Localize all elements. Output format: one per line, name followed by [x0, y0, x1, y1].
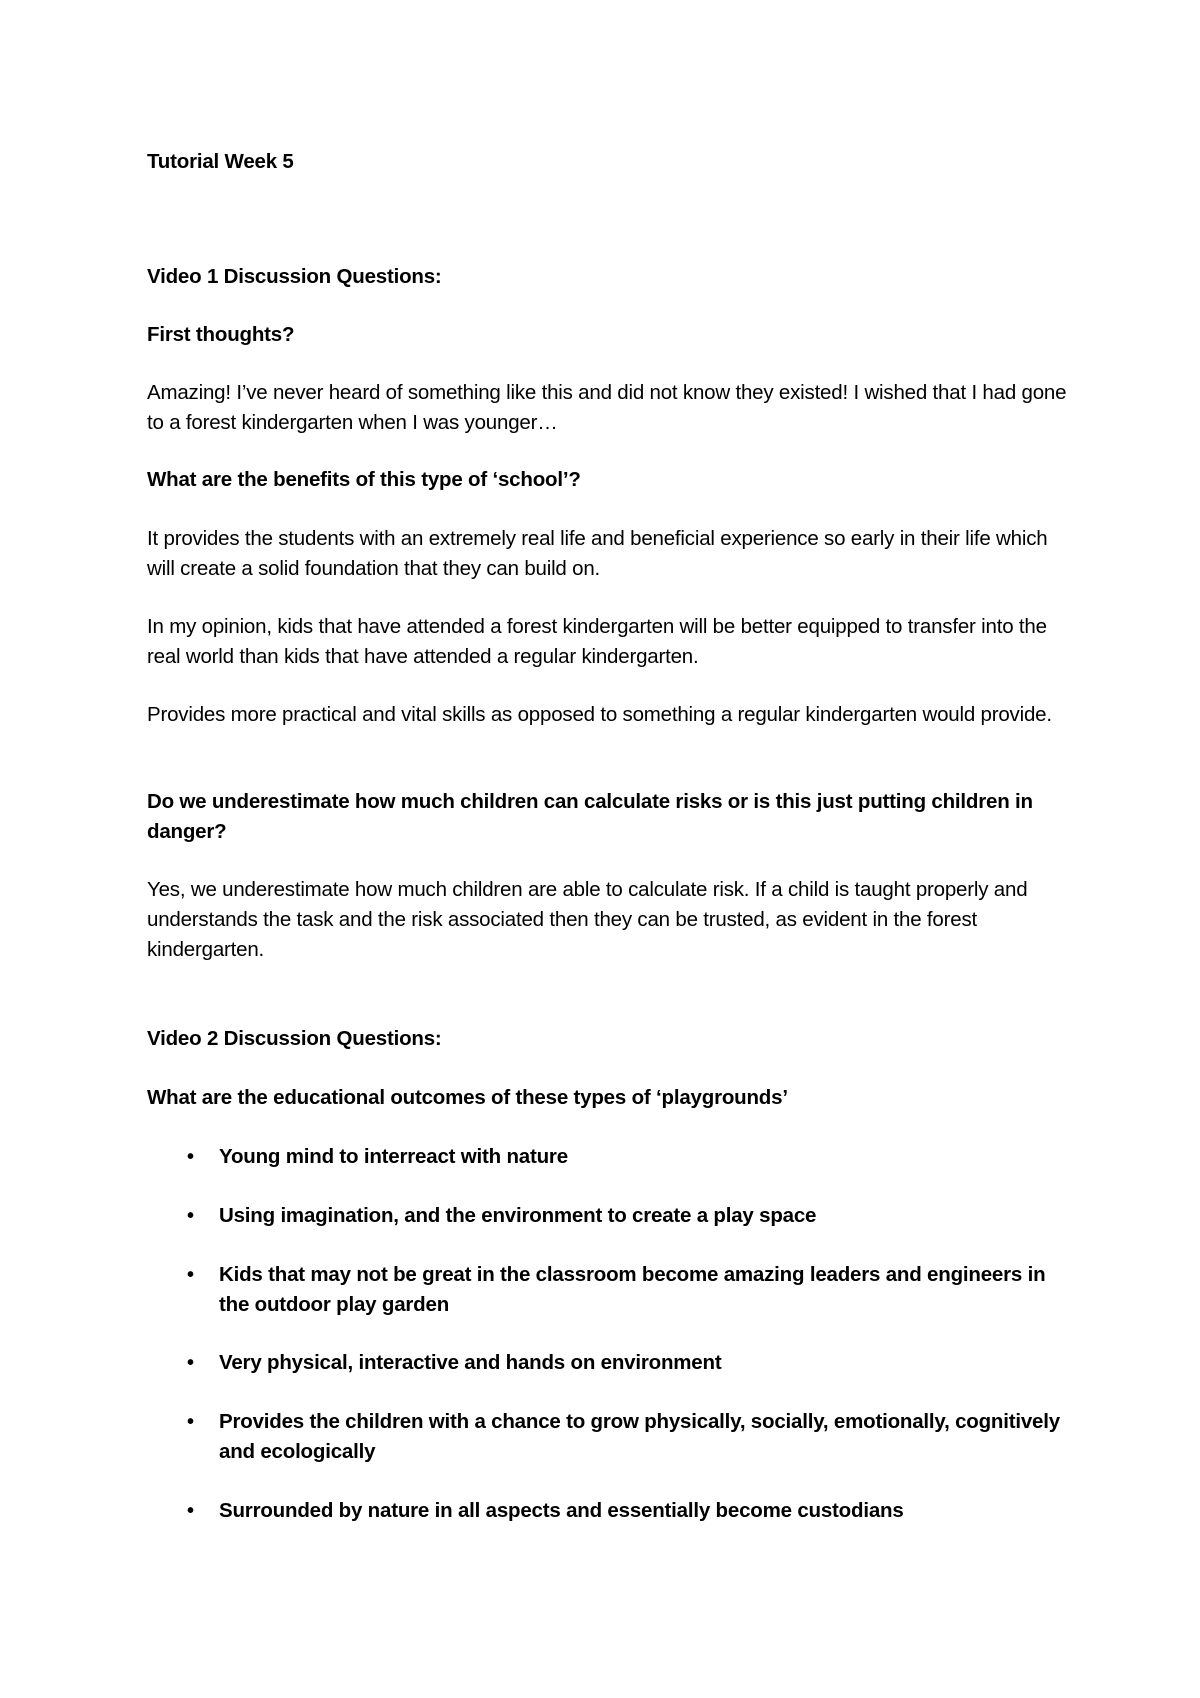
video1-heading: Video 1 Discussion Questions:: [147, 265, 442, 288]
video1-question-risks: Do we underestimate how much children can calculate risks or is this just putting children in danger?: [147, 790, 1033, 843]
list-item-text: Using imagination, and the environment to create a play space: [219, 1204, 817, 1227]
list-item-text: Surrounded by nature in all aspects and essentially become custodians: [219, 1499, 904, 1522]
bullet-icon: •: [187, 1411, 194, 1433]
list-item-text: Young mind to interreact with nature: [219, 1145, 568, 1168]
document-title: Tutorial Week 5: [147, 150, 294, 173]
video1-answer-benefits-p2: In my opinion, kids that have attended a forest kindergarten will be better equipped to transfer into the real world than kids that have attended a regular kindergarten.: [147, 615, 1047, 668]
bullet-icon: •: [187, 1146, 194, 1168]
list-item-text: Provides the children with a chance to grow physically, socially, emotionally, cognitively and ecologically: [219, 1410, 1060, 1463]
bullet-icon: •: [187, 1352, 194, 1374]
video1-answer-benefits-p1: It provides the students with an extremely real life and beneficial experience so early in their life which will create a solid foundation that they can build on.: [147, 527, 1048, 580]
bullet-icon: •: [187, 1500, 194, 1522]
bullet-icon: •: [187, 1264, 194, 1286]
video1-answer-risks: Yes, we underestimate how much children are able to calculate risk. If a child is taught properly and understands the task and the risk associated then they can be trusted, as evident in the forest kindergarten.: [147, 878, 1028, 961]
video1-question-first-thoughts: First thoughts?: [147, 323, 295, 346]
video2-heading: Video 2 Discussion Questions:: [147, 1027, 442, 1050]
video1-answer-benefits-p3: Provides more practical and vital skills as opposed to something a regular kindergarten would provide.: [147, 703, 1052, 726]
list-item-text: Very physical, interactive and hands on environment: [219, 1351, 722, 1374]
bullet-icon: •: [187, 1205, 194, 1227]
video1-answer-first-thoughts: Amazing! I’ve never heard of something like this and did not know they existed! I wished that I had gone to a forest kindergarten when I was younger…: [147, 381, 1067, 434]
video1-question-benefits: What are the benefits of this type of ‘school’?: [147, 468, 581, 491]
list-item-text: Kids that may not be great in the classroom become amazing leaders and engineers in the outdoor play garden: [219, 1263, 1046, 1316]
video2-question-outcomes: What are the educational outcomes of these types of ‘playgrounds’: [147, 1086, 788, 1109]
